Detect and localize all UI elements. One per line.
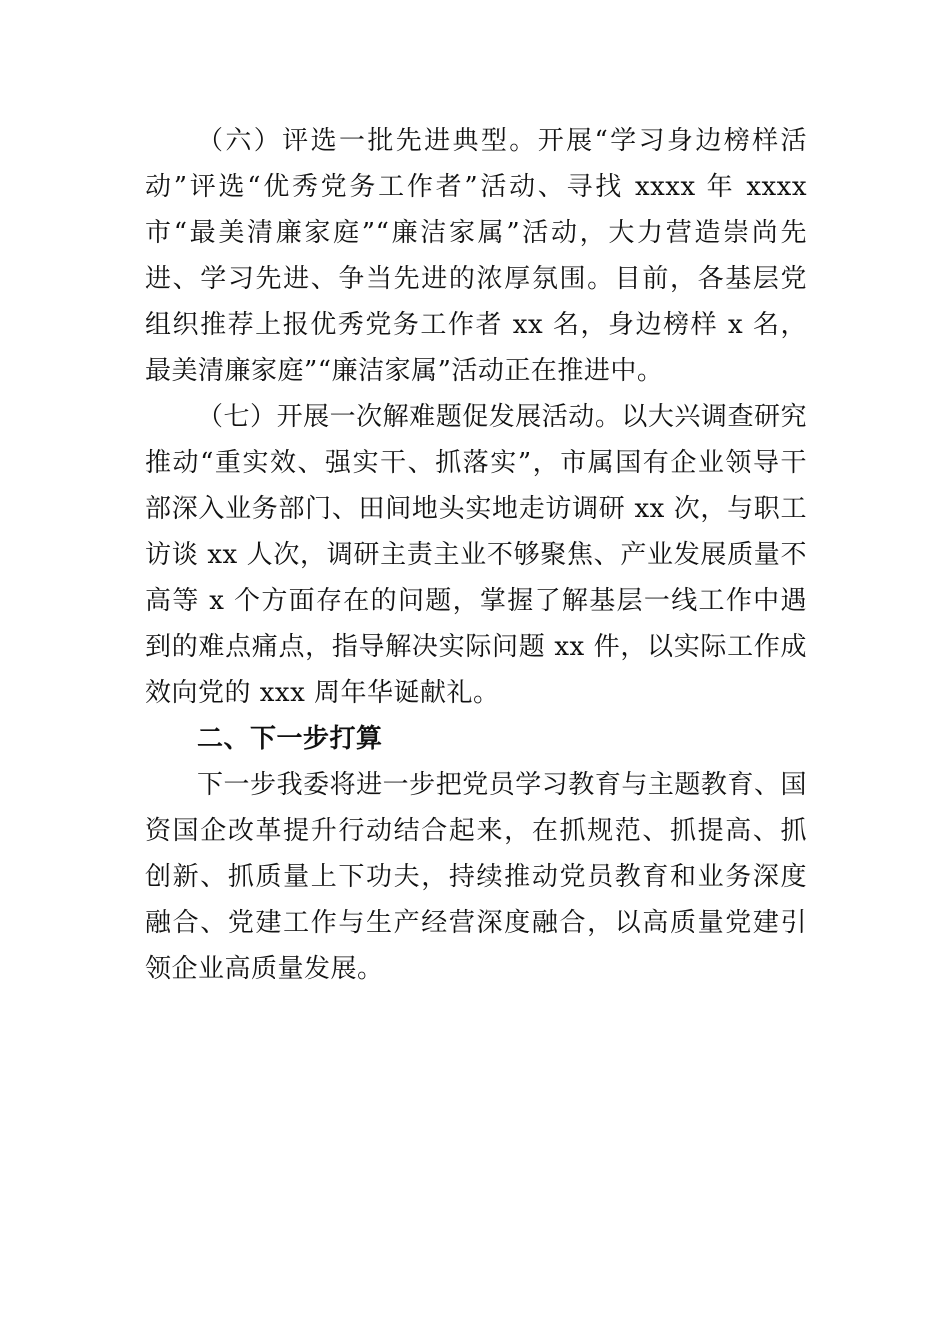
- document-body: [145, 118, 807, 992]
- paragraph-item-7: （七）开展一次解难题促发展活动。以大兴调查研究推动“重实效、强实干、抓落实”，市属国有企业领导干部深入业务部门、田间地头实地走访调研 xx 次，与职工访谈 xx 人次，调研主责主业不够聚焦、产业发展质量不高等 x 个方面存在的问题，掌握了解基层一线工作中遇到的难点痛点，指导解决实际问题 xx 件，以实际工作成效向党的 xxx 周年华诞献礼。: [145, 402, 807, 708]
- paragraph-next-steps: 下一步我委将进一步把党员学习教育与主题教育、国资国企改革提升行动结合起来，在抓规范、抓提高、抓创新、抓质量上下功夫，持续推动党员教育和业务深度融合、党建工作与生产经营深度融合，以高质量党建引领企业高质量发展。: [145, 770, 807, 984]
- paragraph-item-6: （六）评选一批先进典型。开展“学习身边榜样活动”评选“优秀党务工作者”活动、寻找 xxxx 年 xxxx 市“最美清廉家庭”“廉洁家属”活动，大力营造崇尚先进、学习先进、争当先进的浓厚氛围。目前，各基层党组织推荐上报优秀党务工作者 xx 名，身边榜样 x 名，最美清廉家庭”“廉洁家属”活动正在推进中。: [145, 126, 807, 386]
- section-heading-next-steps: 二、下一步打算: [197, 724, 383, 754]
